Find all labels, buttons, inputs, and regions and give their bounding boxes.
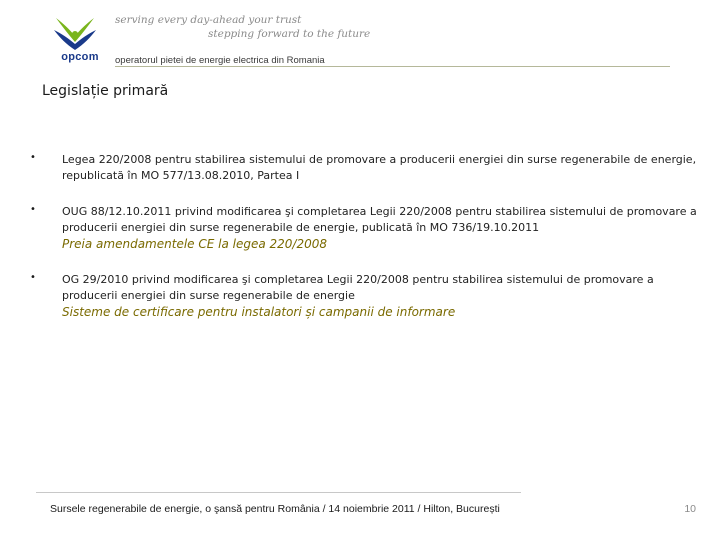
opcom-logo-icon: [50, 14, 100, 54]
list-item-note: Sisteme de certificare pentru instalatori și campanii de informare: [62, 305, 456, 319]
slide-title: Legislație primară: [42, 83, 169, 99]
page-number: 10: [684, 503, 696, 515]
list-item-text: OG 29/2010 privind modificarea şi completarea Legii 220/2008 pentru stabilirea sistemului de promovare a producerii energiei din surse regenerabile de energie: [62, 273, 654, 302]
slide-header: [0, 0, 720, 70]
footer-text: Sursele regenerabile de energie, o şansă pentru România / 14 noiembrie 2011 / Hilton, București: [50, 503, 500, 515]
bullet-icon: •: [30, 152, 36, 163]
bullet-icon: •: [30, 204, 36, 215]
bullet-icon: •: [30, 272, 36, 283]
list-item: [30, 272, 700, 321]
list-item-note: Preia amendamentele CE la legea 220/2008: [62, 237, 328, 251]
header-subtitle: operatorul pietei de energie electrica din Romania: [115, 55, 325, 66]
footer-divider: [36, 492, 521, 493]
list-item-text: Legea 220/2008 pentru stabilirea sistemului de promovare a producerii energiei din surse regenerabile de energie, republicată în MO 577/13.08.2010, Partea I: [62, 153, 697, 182]
list-item: [30, 204, 700, 253]
header-divider: [115, 66, 670, 67]
tagline-line2: stepping forward to the future: [208, 28, 371, 40]
logo-text: opcom: [61, 51, 99, 63]
tagline-line1: serving every day-ahead your trust: [115, 14, 302, 26]
list-item: [30, 152, 700, 184]
list-item-text: OUG 88/12.10.2011 privind modificarea şi completarea Legii 220/2008 pentru stabilirea sistemului de promovare a producerii energiei din surse regenerabile de energie, publicată în MO 736/19.10.2011: [62, 205, 697, 234]
